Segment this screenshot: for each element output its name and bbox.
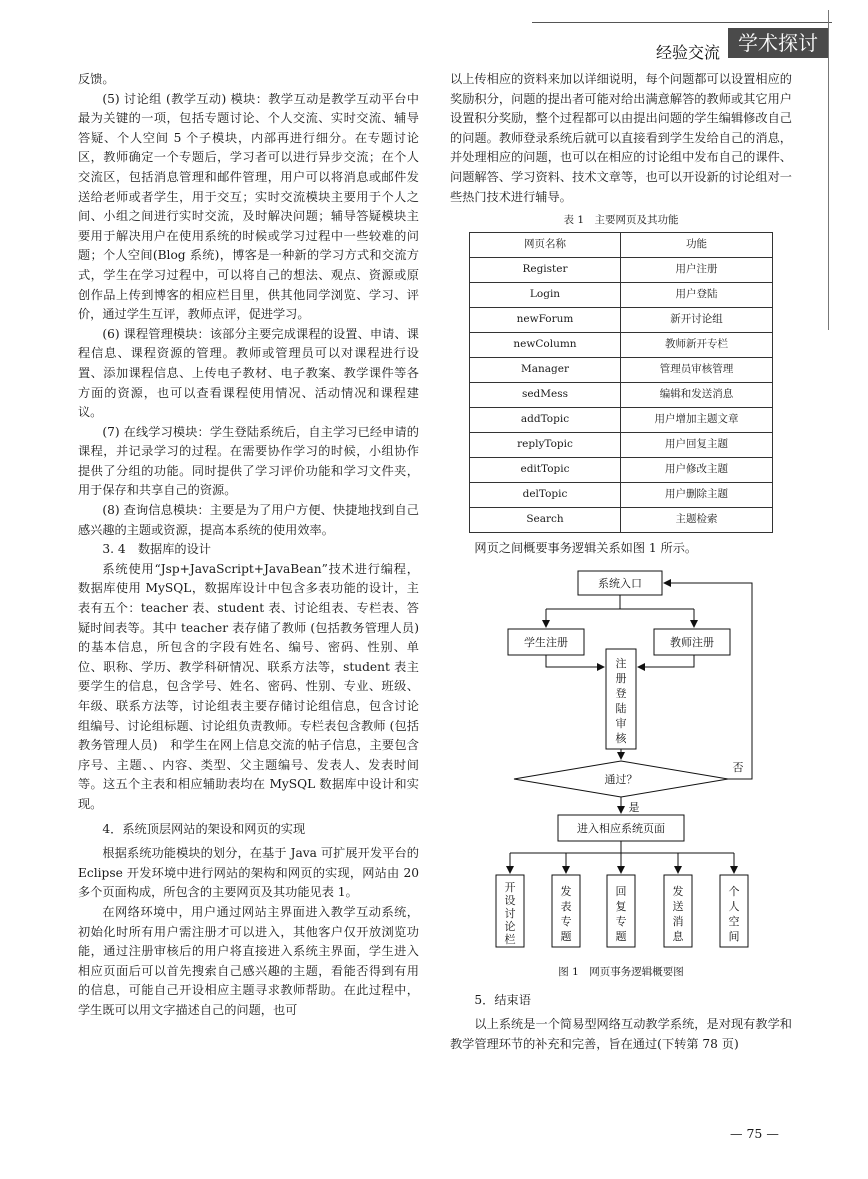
page-name-cell: Login [470, 283, 621, 308]
function-cell: 用户增加主题文章 [621, 408, 773, 433]
paragraph: 根据系统功能模块的划分，在基于 Java 可扩展开发平台的 Eclipse 开发环境中进行网站的架构和网页的实现，网站由 20 多个页面构成，所包含的主要网页及其功能见表 1。 [78, 846, 419, 900]
enter-page-label: 进入相应系统页面 [577, 821, 665, 835]
review-char: 陆 [615, 701, 627, 715]
page-name-cell: newColumn [470, 333, 621, 358]
table-row [470, 283, 773, 308]
output-char: 栏 [504, 932, 516, 946]
table-header-row [470, 233, 773, 258]
paragraph: 在网络环境中，用户通过网站主界面进入教学互动系统，初始化时所有用户需注册才可以进入，其他客户仅开放浏览功能，通过注册审核后的用户将直接进入系统主界面，学生进入相应页面后可以首先搜索自己感兴趣的主题，看能否得到有用的信息，可能自己开设相应主题寻求教师帮助。在此过程中，学生既可以用文字描述自己的问题，也可 [78, 904, 419, 1017]
header-rule [532, 22, 832, 23]
student-register-label: 学生注册 [524, 635, 568, 649]
table-row [470, 383, 773, 408]
output-char: 空 [728, 914, 740, 928]
output-char: 个 [728, 884, 740, 898]
section-heading: 4．系统顶层网站的架设和网页的实现 [102, 821, 306, 836]
left-column [78, 70, 419, 1021]
table-row [470, 483, 773, 508]
pages-table [469, 232, 773, 533]
paragraph: (6) 课程管理模块：该部分主要完成课程的设置、申请、课程信息、课程资源的管理。教师或管理员可以对课程进行设置、添加课程信息、上传电子教材、电子教案、教学课件等各方面的资源，也可以查看课程使用情况、活动情况和课程建议。 [78, 326, 419, 420]
review-char: 审 [615, 716, 627, 730]
output-char: 题 [615, 929, 627, 943]
output-char: 发 [672, 884, 684, 898]
page-name-cell: Register [470, 258, 621, 283]
output-char: 复 [615, 899, 627, 913]
page-number: — 75 — [730, 1126, 779, 1141]
review-char: 册 [615, 671, 627, 685]
no-label: 否 [732, 760, 744, 774]
table-row [470, 508, 773, 533]
output-char: 消 [672, 914, 684, 928]
table-row [470, 258, 773, 283]
page-name-cell: sedMess [470, 383, 621, 408]
function-cell: 用户修改主题 [621, 458, 773, 483]
teacher-register-label: 教师注册 [670, 635, 714, 649]
paragraph: (8) 查询信息模块：主要是为了用户方便、快捷地找到自己感兴趣的主题或资源，提高本系统的使用效率。 [78, 503, 419, 537]
output-char: 送 [672, 899, 684, 913]
paragraph: 网页之间概要事务逻辑关系如图 1 所示。 [474, 541, 698, 556]
review-char: 登 [615, 686, 627, 700]
output-char: 专 [615, 914, 627, 928]
table-header-cell: 功能 [621, 233, 773, 258]
yes-label: 是 [628, 800, 640, 814]
margin-rule [828, 10, 829, 330]
flowchart-figure [450, 565, 792, 978]
paragraph: 反馈。 [78, 72, 115, 86]
paragraph: 以上传相应的资料来加以详细说明，每个问题都可以设置相应的奖励积分，问题的提出者可能对给出满意解答的教师或其它用户设置积分奖励，整个过程都可以由提出问题的学生编辑修改自己的问题。教师登录系统后就可以直接看到学生发给自己的消息，并处理相应的问题，也可以在相应的讨论组中发布自己的课件、问题解答、学习资料、技术文章等，也可以开设新的讨论组对一些热门技术进行辅导。 [450, 72, 792, 204]
output-char: 表 [560, 899, 572, 913]
page-name-cell: Manager [470, 358, 621, 383]
table-caption: 表 1 主要网页及其功能 [563, 214, 679, 227]
section-label: 经验交流 [656, 43, 721, 62]
function-cell: 主题检索 [621, 508, 773, 533]
page-name-cell: Search [470, 508, 621, 533]
right-column [450, 70, 792, 1055]
paragraph: (7) 在线学习模块：学生登陆系统后，自主学习已经申请的课程，并记录学习的过程。在需要协作学习的时候，小组协作提供了分组的功能。同时提供了学习评价功能和学习文件夹，用于保存和共享自己的资源。 [78, 424, 419, 498]
output-char: 息 [672, 929, 684, 943]
review-char: 核 [615, 731, 627, 745]
output-char: 发 [560, 884, 572, 898]
flowchart [450, 565, 792, 965]
function-cell: 编辑和发送消息 [621, 383, 773, 408]
section-heading: 3. 4 数据库的设计 [102, 542, 211, 557]
function-cell: 用户注册 [621, 258, 773, 283]
section-heading: 5．结束语 [474, 992, 531, 1007]
output-char: 论 [504, 919, 516, 933]
function-cell: 管理员审核管理 [621, 358, 773, 383]
output-char: 设 [504, 893, 516, 907]
table-row [470, 333, 773, 358]
table-row [470, 308, 773, 333]
decision-label: 通过？ [604, 772, 638, 786]
function-cell: 教师新开专栏 [621, 333, 773, 358]
function-cell: 用户回复主题 [621, 433, 773, 458]
paragraph: 以上系统是一个简易型网络互动教学系统，是对现有教学和教学管理环节的补充和完善，旨在通过(下转第 78 页) [450, 1017, 792, 1051]
paragraph: 系统使用“Jsp+JavaScript+JavaBean”技术进行编程，数据库使用 MySQL，数据库设计中包含多表功能的设计，主表有五个：teacher 表、student 表、讨论组表、专栏表、答疑时间表等。其中 teacher 表存储了教师 (包括教务管理人员) 的基本信息，所包含的字段有姓名、编号、密码、性别、单位、职称、学历、教学科研情况、联系方法等，student 表主要学生的信息，包含学号、姓名、密码、性别、专业、班级、年级、联系方法等，讨论组表主要存储讨论组信息，包含讨论组编号、讨论组标题、讨论组负责教师。专栏表包含教师 (包括教务管理人员) 和学生在网上信息交流的帖子信息，主要包含序号、主题、、内容、类型、父主题编号、发表人、发表时间等。这五个主表和相应辅助表均在 MySQL 数据库中设计和实现。 [78, 561, 419, 811]
function-cell: 用户登陆 [621, 283, 773, 308]
table-row [470, 358, 773, 383]
page-name-cell: editTopic [470, 458, 621, 483]
function-cell: 新开讨论组 [621, 308, 773, 333]
figure-caption: 图 1 网页事务逻辑概要图 [558, 965, 684, 978]
output-char: 间 [728, 929, 740, 943]
function-cell: 用户删除主题 [621, 483, 773, 508]
page-name-cell: replyTopic [470, 433, 621, 458]
output-char: 回 [615, 884, 627, 898]
review-char: 注 [615, 656, 627, 670]
output-char: 开 [504, 880, 516, 894]
output-char: 人 [728, 899, 740, 913]
page-name-cell: addTopic [470, 408, 621, 433]
table-row [470, 458, 773, 483]
table-header-cell: 网页名称 [470, 233, 621, 258]
page-name-cell: delTopic [470, 483, 621, 508]
output-char: 题 [560, 929, 572, 943]
table-row [470, 408, 773, 433]
column-tag: 学术探讨 [728, 28, 828, 58]
output-char: 专 [560, 914, 572, 928]
output-char: 讨 [504, 906, 516, 920]
entry-label: 系统入口 [598, 576, 642, 590]
table-row [470, 433, 773, 458]
page-name-cell: newForum [470, 308, 621, 333]
paragraph: (5) 讨论组 (教学互动) 模块：教学互动是教学互动平台中最为关键的一项，包括专题讨论、个人交流、实时交流、辅导答疑、个人空间 5 个子模块，内部再进行细分。在专题讨论区，教师确定一个专题后，学习者可以进行异步交流；在个人交流区，包括消息管理和邮件管理，用户可以将消息或邮件发送给老师或者学生，用于交互；实时交流模块主要用于个人之间、小组之间进行实时交流，及时解决问题；辅导答疑模块主要用于解决用户在使用系统的时候或学习过程中一些较难的问题；个人空间(Blog 系统)，博客是一种新的学习方式和交流方式，学生在学习过程中，可以将自己的想法、观点、资源或原创作品上传到博客的相应栏目里，供其他同学浏览、学习、评价，通过学生互评，教师点评，促进学习。 [78, 91, 419, 322]
